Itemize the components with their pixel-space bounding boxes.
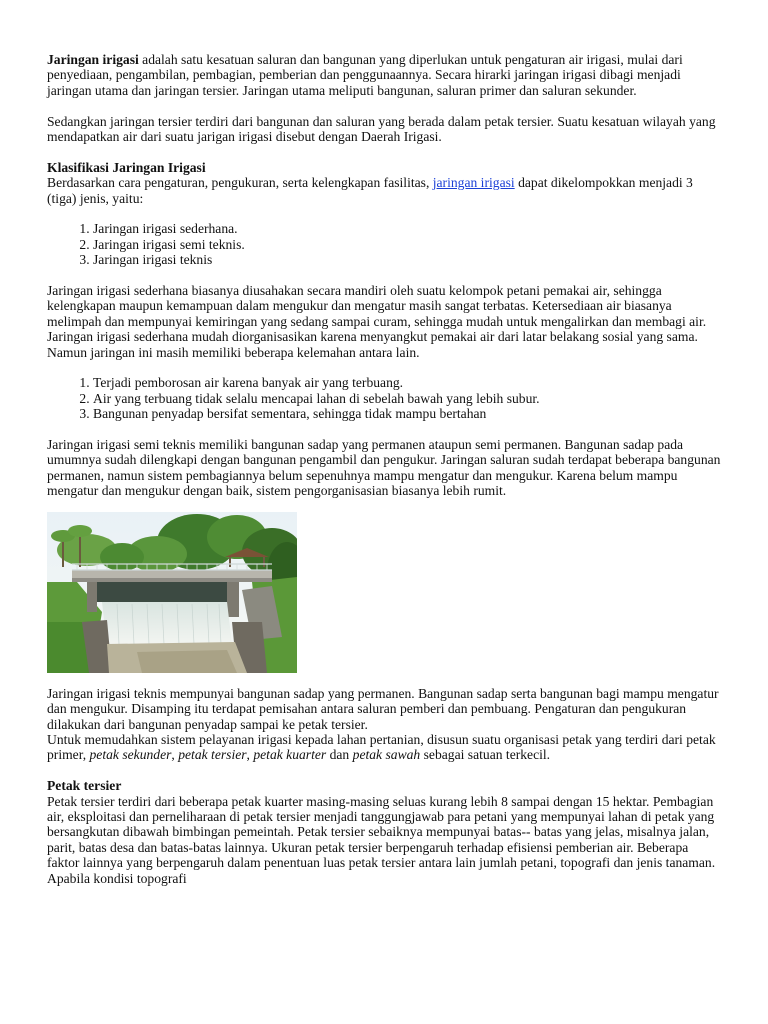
list-item: 3. Bangunan penyadap bersifat sementara, sehingga tidak mampu bertahan	[93, 406, 723, 421]
teknis-text: ,	[171, 747, 179, 763]
teknis-text: sebagai satuan terkecil.	[420, 747, 551, 763]
klasifikasi-paragraph	[47, 175, 723, 206]
kelemahan-list	[47, 375, 723, 421]
petak-sawah-term: petak sawah	[352, 747, 421, 763]
list-item: 2. Jaringan irigasi semi teknis.	[93, 237, 723, 252]
klasifikasi-heading-text: Klasifikasi Jaringan Irigasi	[47, 159, 206, 175]
jaringan-irigasi-link[interactable]: jaringan irigasi	[432, 175, 515, 191]
document-page	[47, 52, 723, 886]
teknis-text: dan	[326, 747, 353, 763]
petak-tersier-heading	[47, 778, 723, 793]
intro-text: adalah satu kesatuan saluran dan bangunan yang diperlukan untuk pengaturan air irigasi, mulai dari penyediaan, pengambilan, pembagian, pemberian dan penggunaannya. Secara hirarki jaringan irigasi dibagi menjadi jaringan utama dan jaringan tersier. Jaringan utama meliputi bangunan, saluran primer dan saluran sekunder.	[47, 52, 683, 98]
semi-teknis-paragraph: Jaringan irigasi semi teknis memiliki bangunan sadap yang permanen ataupun semi permanen. Bangunan sadap pada umumnya sudah dilengkapi dengan bangunan pengambil dan pengukur. Jaringan saluran sudah terdapat beberapa bangunan permanen, namun sistem pembagiannya belum sepenuhnya mampu mengatur dan mengukur. Karena belum mampu mengatur dan mengukur dengan baik, sistem pengorganisasian biasanya lebih rumit.	[47, 437, 721, 499]
petak-tersier-term: petak tersier	[178, 747, 247, 763]
list-item: 3. Jaringan irigasi teknis	[93, 252, 723, 267]
intro-term: Jaringan irigasi	[47, 52, 139, 67]
petak-kuarter-term: petak kuarter	[253, 747, 327, 763]
teknis-paragraph-1: Jaringan irigasi teknis mempunyai bangunan sadap yang permanen. Bangunan sadap serta bangunan bagi mampu mengatur dan mengukur. Disamping itu terdapat pemisahan antara saluran pemberi dan pembuang. Pengaturan dan pengukuran dilakukan dari bangunan penyadap sampai ke petak tersier.	[47, 685, 719, 732]
teknis-text: ,	[246, 747, 254, 763]
petak-tersier-paragraph: Petak tersier terdiri dari beberapa petak kuarter masing-masing seluas kurang lebih 8 sampai dengan 15 hektar. Pembagian air, eksploitasi dan perneliharaan di petak tersier menjadi tanggungjawab para petani yang mempunyai lahan di petak yang bersangkutan dibawah bimbingan pemeintah. Petak tersier sebaiknya mempunyai batas-- batas yang jelas, misalnya jalan, parit, batas desa dan batas-batas lainnya. Ukuran petak tersier berpengaruh terhadap efisiensi pemberian air. Beberapa faktor lainnya yang berpengaruh dalam penentuan luas petak tersier antara lain jumlah petani, topografi dan jenis tanaman. Apabila kondisi topografi	[47, 793, 716, 886]
teknis-text: Untuk memudahkan sistem pelayanan irigasi kepada lahan pertanian, disusun suatu organisasi petak yang terdiri dari petak primer,	[47, 731, 716, 763]
petak-sekunder-term: petak sekunder	[89, 747, 172, 763]
klasifikasi-text-before: Berdasarkan cara pengaturan, pengukuran, serta kelengkapan fasilitas,	[47, 175, 433, 191]
list-item: 1. Jaringan irigasi sederhana.	[93, 221, 723, 236]
irrigation-dam-photo	[47, 512, 297, 673]
tersier-paragraph: Sedangkan jaringan tersier terdiri dari bangunan dan saluran yang berada dalam petak tersier. Suatu kesatuan wilayah yang mendapatkan air dari suatu jarigan irigasi disebut dengan Daerah Irigasi.	[47, 113, 716, 145]
list-item: 2. Air yang terbuang tidak selalu mencapai lahan di sebelah bawah yang lebih subur.	[93, 391, 723, 406]
klasifikasi-heading	[47, 160, 723, 175]
waterfall	[102, 602, 232, 647]
jenis-list	[47, 221, 723, 267]
sederhana-paragraph: Jaringan irigasi sederhana biasanya diusahakan secara mandiri oleh suatu kelompok petani pemakai air, sehingga kelengkapan maupun kemampuan dalam mengukur dan mengatur masih sangat terbatas. Ketersediaan air biasanya melimpah dan mempunyai kemiringan yang sedang sampai curam, sehingga mudah untuk mengalirkan dan membagi air. Jaringan irigasi sederhana mudah diorganisasikan karena menyangkut pemakai air dari latar belakang sosial yang sama. Namun jaringan ini masih memiliki beberapa kelemahan antara lain.	[47, 283, 707, 360]
klasifikasi-text-after: dapat dikelompokkan menjadi 3 (tiga) jenis, yaitu:	[47, 175, 693, 206]
teknis-paragraph-2	[47, 732, 723, 763]
petak-tersier-heading-text: Petak tersier	[47, 778, 122, 794]
list-item: 1. Terjadi pemborosan air karena banyak air yang terbuang.	[93, 375, 723, 390]
intro-paragraph	[47, 52, 723, 98]
